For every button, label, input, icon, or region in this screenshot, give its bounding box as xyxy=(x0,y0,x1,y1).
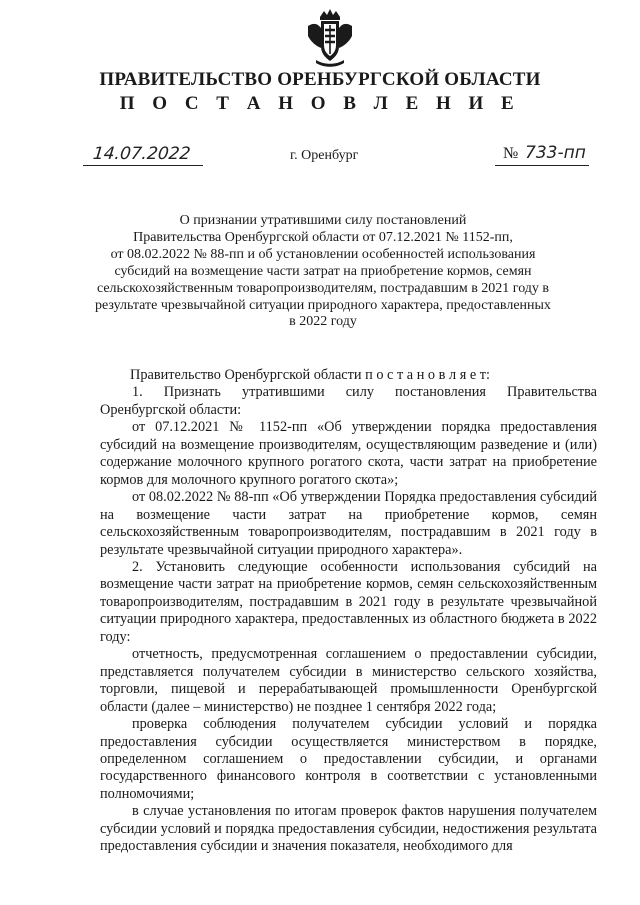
title-line: в 2022 году xyxy=(289,314,357,330)
body-paragraph: от 07.12.2021 № 1152-пп «Об утверждении порядка предоставления субсидий на возмещение производителям, осуществляющим разведение и (или) содержание молочного крупного рогатого скота, части затрат на приобретение кормов для молочного крупного рогатого скота»; xyxy=(100,419,597,488)
body-paragraph: Правительство Оренбургской области п о с т а н о в л я е т: xyxy=(130,367,490,383)
document-type: П О С Т А Н О В Л Е Н И Е xyxy=(119,93,521,114)
body-paragraph: проверка соблюдения получателем субсидии условий и порядка предоставления субсидии осуществляется министерством в порядке, определенном соглашением о предоставлении субсидии, и органами государственного финансового контроля в соответствии с установленными полномочиями; xyxy=(100,716,597,802)
organization-name: ПРАВИТЕЛЬСТВО ОРЕНБУРГСКОЙ ОБЛАСТИ xyxy=(99,69,541,90)
title-line: О признании утратившими силу постановлений xyxy=(179,213,467,228)
document-title xyxy=(84,213,562,331)
number-sign: № xyxy=(503,145,519,162)
number-value: 733-пп xyxy=(525,143,586,163)
title-line: сельскохозяйственным товаропроизводителям, пострадавшим в 2021 году в xyxy=(96,280,550,296)
document-date-value: 14.07.2022 xyxy=(91,144,192,164)
title-line: от 08.02.2022 № 88-пп и об установлении особенностей использования xyxy=(110,246,536,262)
body-paragraph: 1. Признать утратившими силу постановления Правительства Оренбургской области: xyxy=(100,384,597,418)
title-line: Правительства Оренбургской области от 07.12.2021 № 1152-пп, xyxy=(133,229,513,245)
title-line: результате чрезвычайной ситуации природного характера, предоставленных xyxy=(95,297,551,313)
document-date xyxy=(83,145,203,166)
coat-of-arms-emblem xyxy=(304,8,356,68)
body-paragraph: отчетность, предусмотренная соглашением о предоставлении субсидии, представляется получателем субсидии в министерство сельского хозяйства, торговли, пищевой и перерабатывающей промышленности Оренбургской области (далее – министерство) не позднее 1 сентября 2022 года; xyxy=(100,646,597,715)
body-paragraph: в случае установления по итогам проверок фактов нарушения получателем субсидии условий и порядка предоставления субсидии, недостижения результата предоставления субсидии и значения показателя, необходимого для xyxy=(100,803,597,855)
document-city: г. Оренбург xyxy=(290,148,359,163)
document-body xyxy=(100,367,597,856)
body-paragraph: 2. Установить следующие особенности использования субсидий на возмещение части затрат на приобретение кормов, семян сельскохозяйственным товаропроизводителям, пострадавшим в 2021 году в результате чрезвычайной ситуации природного характера, предоставленных из областного бюджета в 2022 году: xyxy=(100,558,597,645)
document-number xyxy=(495,145,589,166)
title-line: субсидий на возмещение части затрат на приобретение кормов, семян xyxy=(114,263,532,279)
body-paragraph: от 08.02.2022 № 88-пп «Об утверждении Порядка предоставления субсидий на возмещение части затрат на приобретение кормов, семян сельскохозяйственным товаропроизводителям, пострадавшим в 2021 году в результате чрезвычайной ситуации природного характера». xyxy=(100,489,597,558)
